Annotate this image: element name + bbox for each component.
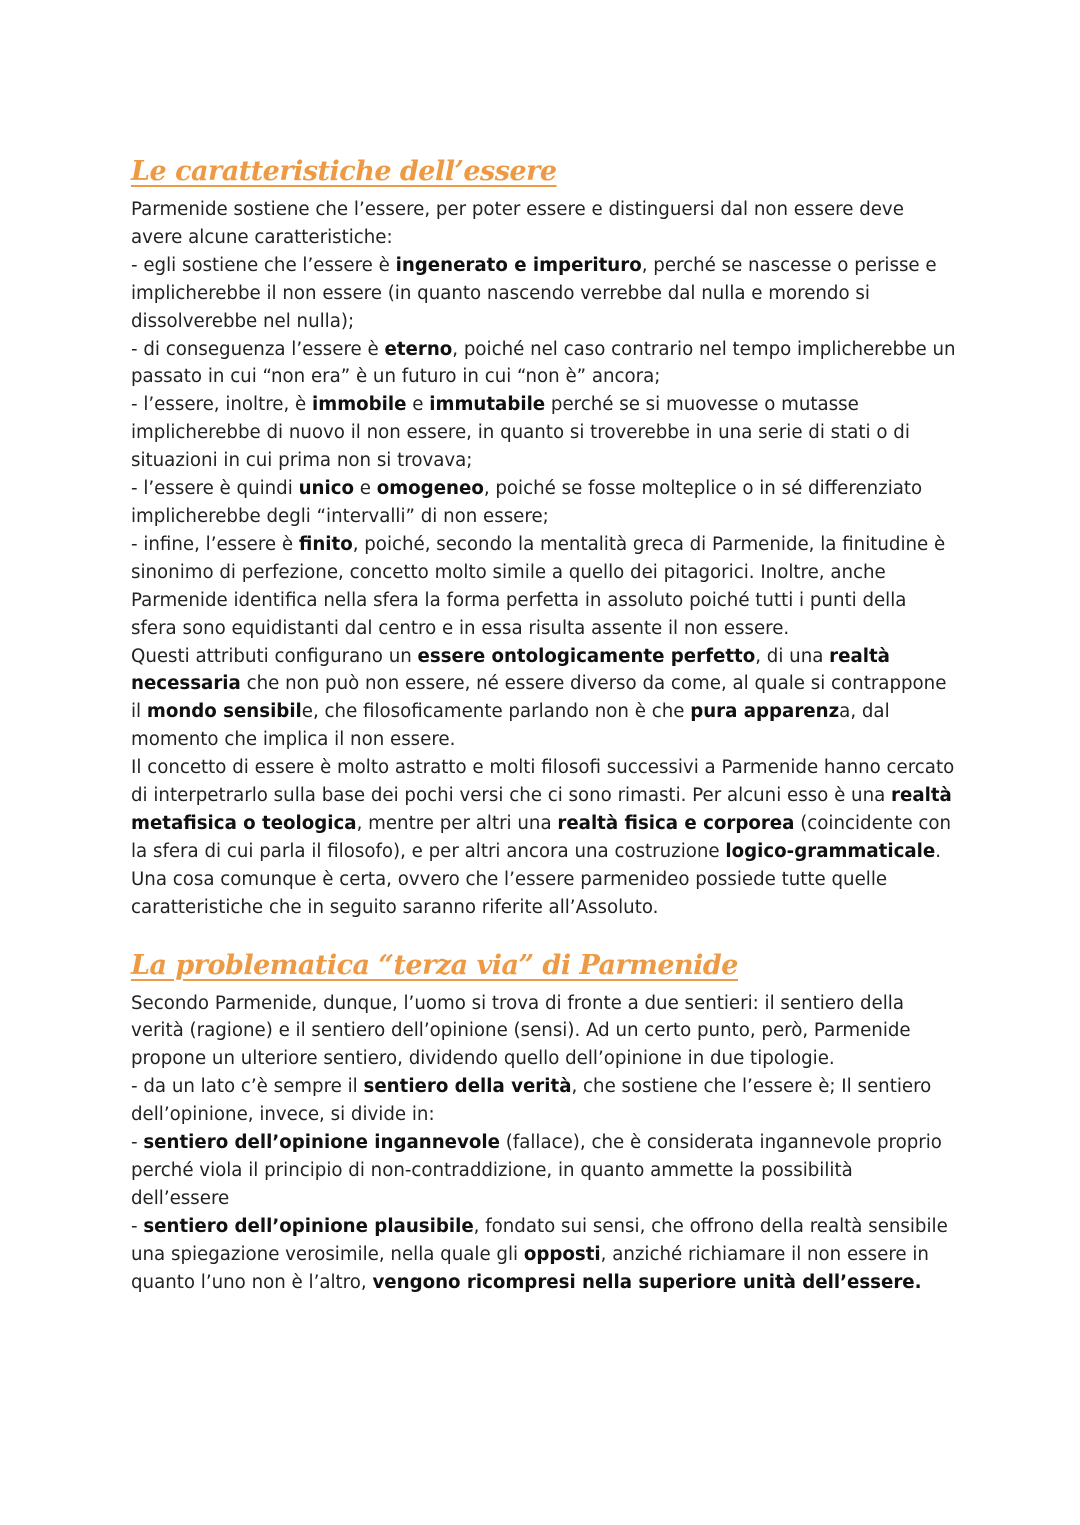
bold-term: opposti xyxy=(523,1243,601,1265)
bold-term: logico-grammaticale xyxy=(725,840,936,862)
bold-term: eterno xyxy=(384,338,453,360)
text-run: e, che filosoficamente parlando non è che xyxy=(301,701,691,723)
text-run: , poiché se fosse molteplice o in sé differenziato implicherebbe degli “intervalli” di non essere; xyxy=(131,478,923,527)
text-run: perché se si muovesse o mutasse implicherebbe di nuovo il non essere, in quanto si troverebbe in una serie di stati o di situazioni in cui prima non si trovava; xyxy=(131,394,910,472)
bold-term: sentiero dell’opinione ingannevole xyxy=(143,1132,500,1154)
bold-term: omogeneo xyxy=(376,478,484,500)
section-title-third-way: La problematica “terza via” di Parmenide xyxy=(131,949,738,981)
bullet-finito xyxy=(131,531,956,643)
text-run: . xyxy=(935,840,941,862)
bold-term: immobile xyxy=(312,394,407,416)
bold-term: mondo sensibil xyxy=(146,701,302,723)
bold-term: finito xyxy=(298,533,353,555)
text-run: , perché se nascesse o perisse e implicherebbe il non essere (in quanto nascendo verrebbe dal nulla e morendo si dissolverebbe nel nulla); xyxy=(131,254,937,332)
text-run: - di conseguenza l’essere è xyxy=(131,338,385,360)
bold-term: pura apparenz xyxy=(690,701,840,723)
paragraph-intro xyxy=(131,196,956,252)
text-run: - l’essere, inoltre, è xyxy=(131,394,313,416)
bold-term: unico xyxy=(298,478,354,500)
bold-term: vengono ricompresi nella superiore unità dell’essere. xyxy=(372,1271,922,1293)
paragraph-interpretations xyxy=(131,754,956,866)
paragraph-attributes xyxy=(131,643,956,755)
bold-term: essere ontologicamente perfetto xyxy=(417,645,756,667)
text-run: Il concetto di essere è molto astratto e molti filosofi successivi a Parmenide hanno cercato di interpetrarlo sulla base dei pochi versi che ci sono rimasti. Per alcuni esso è una xyxy=(131,757,955,807)
bullet-eterno xyxy=(131,336,956,392)
bullet-immobile xyxy=(131,391,956,475)
text-run: a, dal momento che implica il non essere. xyxy=(131,701,890,751)
text-run: e xyxy=(406,394,430,416)
paragraph-conclusion xyxy=(131,866,956,922)
text-run: - xyxy=(131,1215,144,1237)
bullet-truth-path xyxy=(131,1073,956,1129)
text-run: , anziché richiamare il non essere in quanto l’uno non è l’altro, xyxy=(131,1243,929,1293)
bullet-ingenerato xyxy=(131,252,956,336)
bold-term: realtà metafisica o teologica xyxy=(131,785,952,834)
bold-term: realtà necessaria xyxy=(131,645,890,695)
bullet-unico xyxy=(131,475,956,531)
text-run: (fallace), che è considerata ingannevole proprio perché viola il principio di non-contraddizione, in quanto ammette la possibilità dell’essere xyxy=(131,1132,942,1209)
text-run: , mentre per altri una xyxy=(356,812,558,834)
paragraph-two-paths xyxy=(131,990,956,1074)
bold-term: sentiero dell’opinione plausibile xyxy=(143,1215,474,1237)
text-run: Parmenide sostiene che l’essere, per poter essere e distinguersi dal non essere deve avere alcune caratteristiche: xyxy=(131,199,904,248)
text-run: (coincidente con la sfera di cui parla il filosofo), e per altri ancora una costruzione xyxy=(131,812,952,862)
text-run: , che sostiene che l’essere è; Il sentiero dell’opinione, invece, si divide in: xyxy=(131,1076,932,1126)
bold-term: sentiero della verità xyxy=(363,1076,572,1098)
text-run: , di una xyxy=(755,645,830,667)
text-run: - egli sostiene che l’essere è xyxy=(131,254,396,276)
text-run: Secondo Parmenide, dunque, l’uomo si trova di fronte a due sentieri: il sentiero della verità (ragione) e il sentiero dell’opinione (sensi). Ad un certo punto, però, Parmenide propone un ulteriore sentiero, dividendo quello dell’opinione in due tipologie. xyxy=(131,992,911,1070)
text-run: - da un lato c’è sempre il xyxy=(131,1076,364,1098)
text-run: e xyxy=(353,478,377,500)
bullet-plausible-opinion xyxy=(131,1213,956,1297)
text-run: - xyxy=(131,1132,144,1154)
bold-term: ingenerato e imperituro xyxy=(395,254,642,276)
text-run: Questi attributi configurano un xyxy=(131,645,418,667)
text-run: - infine, l’essere è xyxy=(131,533,299,555)
text-run: , poiché, secondo la mentalità greca di Parmenide, la finitudine è sinonimo di perfezione, concetto molto simile a quello dei pitagorici. Inoltre, anche Parmenide identifica nella sfera la forma perfetta in assoluto poiché tutti i punti della sfera sono equidistanti dal centro e in essa risulta assente il non essere. xyxy=(131,533,946,639)
text-run: Una cosa comunque è certa, ovvero che l’essere parmenideo possiede tutte quelle caratteristiche che in seguito saranno riferite all’Assoluto. xyxy=(131,868,888,918)
text-run: , poiché nel caso contrario nel tempo implicherebbe un passato in cui “non era” è un futuro in cui “non è” ancora; xyxy=(131,338,956,388)
text-run: - l’essere è quindi xyxy=(131,478,299,500)
text-run: , fondato sui sensi, che offrono della realtà sensibile una spiegazione verosimile, nella quale gli xyxy=(131,1215,948,1265)
document-page xyxy=(131,152,956,1297)
bullet-deceptive-opinion xyxy=(131,1129,956,1213)
bold-term: immutabile xyxy=(429,394,546,416)
bold-term: realtà fisica e corporea xyxy=(557,812,795,834)
section-title-characteristics: Le caratteristiche dell’essere xyxy=(131,156,557,187)
text-run: che non può non essere, né essere diverso da come, al quale si contrappone il xyxy=(131,673,947,723)
